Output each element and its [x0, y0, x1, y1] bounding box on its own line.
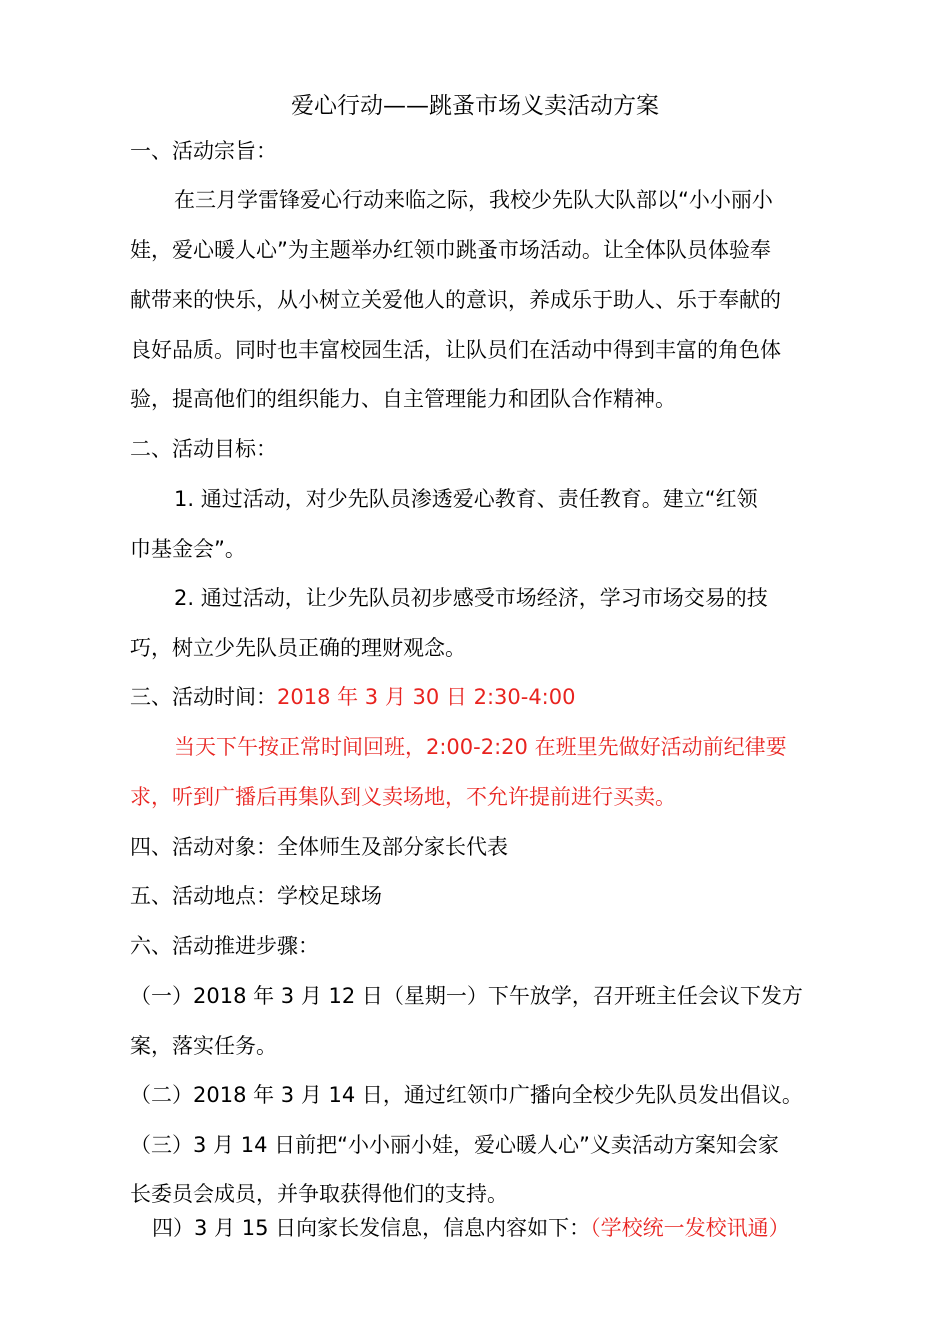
- section-4-line: 四、活动对象：全体师生及部分家长代表: [130, 835, 508, 859]
- section-1-paragraph-line-1: 在三月学雷锋爱心行动来临之际，我校少先队大队部以“小小丽小: [174, 188, 773, 212]
- section-1-heading: 一、活动宗旨：: [130, 139, 277, 163]
- section-1-paragraph-line-5: 验，提高他们的组织能力、自主管理能力和团队合作精神。: [130, 387, 676, 411]
- section-1-paragraph-line-3: 献带来的快乐，从小树立关爱他人的意识，养成乐于助人、乐于奉献的: [130, 288, 781, 312]
- section-6-step-1-line-1: （一）2018 年 3 月 12 日（星期一）下午放学，召开班主任会议下发方: [130, 984, 803, 1008]
- section-1-paragraph-line-2: 娃，爱心暖人心”为主题举办红领巾跳蚤市场活动。让全体队员体验奉: [130, 238, 771, 262]
- section-6-step-3-line-2: 长委员会成员，并争取获得他们的支持。: [130, 1182, 508, 1206]
- section-2-item-2-line-2: 巧，树立少先队员正确的理财观念。: [130, 636, 466, 660]
- section-3-time: 2018 年 3 月 30 日 2:30-4:00: [277, 685, 576, 709]
- section-2-item-1-line-1: 1. 通过活动，对少先队员渗透爱心教育、责任教育。建立“红领: [174, 487, 758, 511]
- section-3-note-line-2: 求，听到广播后再集队到义卖场地，不允许提前进行买卖。: [130, 785, 676, 809]
- document-title: 爱心行动——跳蚤市场义卖活动方案: [291, 93, 659, 119]
- section-6-heading: 六、活动推进步骤：: [130, 934, 319, 958]
- section-3-note-line-1: 当天下午按正常时间回班，2:00-2:20 在班里先做好活动前纪律要: [174, 735, 787, 759]
- section-3-line: [130, 681, 575, 713]
- section-3-label: 三、活动时间：: [130, 685, 277, 709]
- section-6-step-4: [152, 1212, 790, 1244]
- section-2-item-1-line-2: 巾基金会”。: [130, 537, 246, 561]
- section-2-item-2-line-1: 2. 通过活动，让少先队员初步感受市场经济，学习市场交易的技: [174, 586, 768, 610]
- section-2-heading: 二、活动目标：: [130, 437, 277, 461]
- section-6-step-2: （二）2018 年 3 月 14 日，通过红领巾广播向全校少先队员发出倡议。: [130, 1083, 803, 1107]
- section-6-step-4-text: 四）3 月 15 日向家长发信息，信息内容如下：: [152, 1216, 591, 1240]
- section-6-step-1-line-2: 案，落实任务。: [130, 1034, 277, 1058]
- section-6-step-3-line-1: （三）3 月 14 日前把“小小丽小娃，爱心暖人心”义卖活动方案知会家: [130, 1133, 779, 1157]
- section-1-paragraph-line-4: 良好品质。同时也丰富校园生活，让队员们在活动中得到丰富的角色体: [130, 338, 781, 362]
- section-6-step-4-note: （学校统一发校讯通）: [590, 1216, 790, 1240]
- section-5-line: 五、活动地点：学校足球场: [130, 884, 382, 908]
